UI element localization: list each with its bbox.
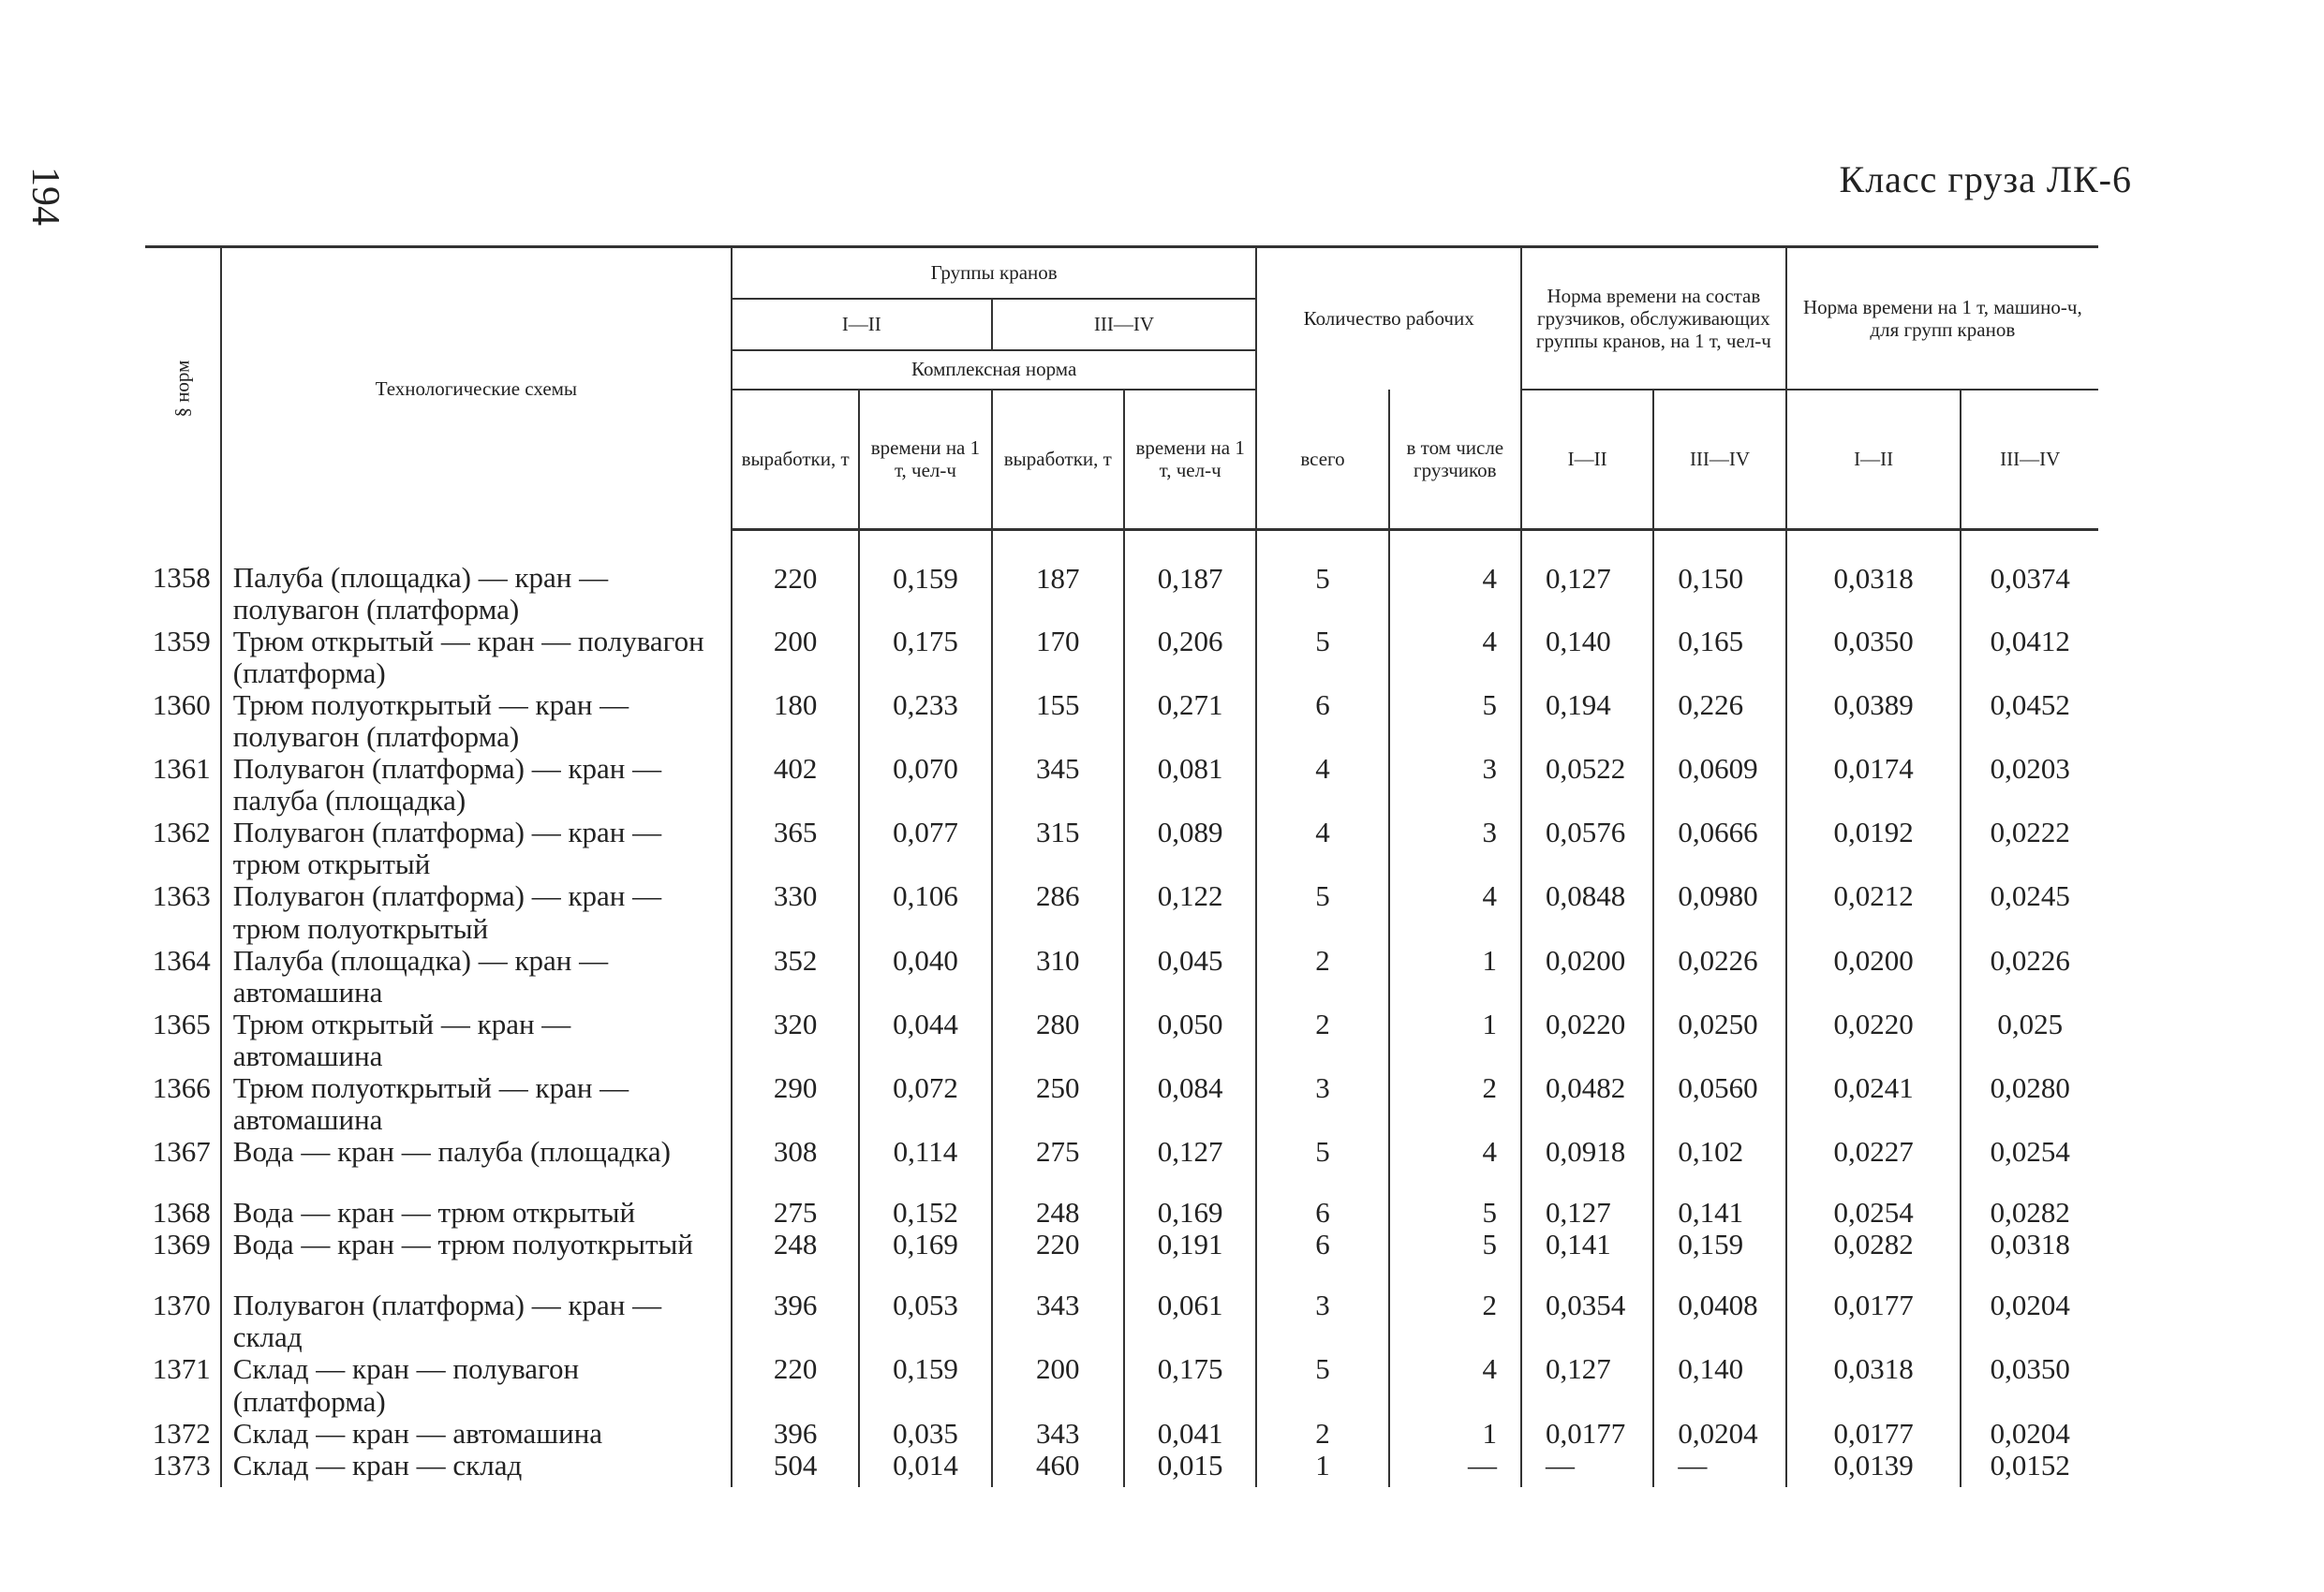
- table-row: [145, 689, 2098, 753]
- norm-number: 1373: [152, 1448, 211, 1481]
- workers-loaders: 2: [1389, 1290, 1521, 1353]
- header-group-1-2: I—II: [732, 299, 992, 350]
- workers-total: 5: [1256, 626, 1388, 689]
- workers-total: 3: [1256, 1072, 1388, 1136]
- machine-time-1-2: 0,0220: [1786, 1009, 1961, 1072]
- machine-time-1-2: 0,0241: [1786, 1072, 1961, 1136]
- header-time-1-2: времени на 1 т, чел-ч: [859, 390, 991, 530]
- table-row: [145, 1229, 2098, 1290]
- worker-time-3-4: 0,102: [1653, 1136, 1785, 1197]
- table-body: [145, 530, 2098, 1487]
- worker-time-1-2: 0,127: [1521, 1197, 1653, 1229]
- header-scheme: Технологические схемы: [221, 247, 732, 530]
- output-3-4: 345: [992, 753, 1124, 817]
- workers-total: 5: [1256, 530, 1388, 626]
- header-time-norm-machines: Норма времени на 1 т, машино-ч, для групп кранов: [1786, 247, 2098, 390]
- output-1-2: 402: [732, 753, 859, 817]
- machine-time-3-4: 0,0350: [1961, 1353, 2098, 1417]
- scheme-text: Полувагон (платформа) — кран — палуба (площадка): [221, 753, 732, 817]
- workers-total: 3: [1256, 1290, 1388, 1353]
- machine-time-3-4: 0,0222: [1961, 817, 2098, 880]
- workers-total: 2: [1256, 1009, 1388, 1072]
- worker-time-3-4: 0,0204: [1653, 1418, 1785, 1450]
- workers-total: 4: [1256, 753, 1388, 817]
- workers-loaders: 5: [1389, 1197, 1521, 1229]
- worker-time-1-2: 0,0482: [1521, 1072, 1653, 1136]
- time-3-4: 0,271: [1124, 689, 1256, 753]
- norm-number: 1367: [152, 1135, 211, 1169]
- output-3-4: 248: [992, 1197, 1124, 1229]
- norm-number: 1362: [152, 816, 211, 849]
- time-1-2: 0,070: [859, 753, 991, 817]
- workers-loaders: 4: [1389, 880, 1521, 944]
- worker-time-3-4: 0,0226: [1653, 945, 1785, 1009]
- time-1-2: 0,106: [859, 880, 991, 944]
- scheme-text: Полувагон (платформа) — кран — трюм полуоткрытый: [221, 880, 732, 944]
- header-workers-total: всего: [1256, 390, 1388, 530]
- worker-time-1-2: 0,0354: [1521, 1290, 1653, 1353]
- norm-number: 1365: [152, 1007, 211, 1040]
- worker-time-3-4: 0,226: [1653, 689, 1785, 753]
- workers-total: 5: [1256, 880, 1388, 944]
- time-1-2: 0,035: [859, 1418, 991, 1450]
- workers-loaders: 4: [1389, 1136, 1521, 1197]
- time-1-2: 0,159: [859, 530, 991, 626]
- time-1-2: 0,114: [859, 1136, 991, 1197]
- machine-time-3-4: 0,0282: [1961, 1197, 2098, 1229]
- norm-number: 1361: [152, 752, 211, 786]
- header-workers-loaders: в том числе грузчиков: [1389, 390, 1521, 530]
- worker-time-1-2: 0,0200: [1521, 945, 1653, 1009]
- workers-total: 2: [1256, 945, 1388, 1009]
- time-1-2: 0,169: [859, 1229, 991, 1290]
- worker-time-1-2: 0,140: [1521, 626, 1653, 689]
- workers-loaders: 4: [1389, 626, 1521, 689]
- output-3-4: 187: [992, 530, 1124, 626]
- table-row: [145, 1136, 2098, 1197]
- norm-number: 1369: [152, 1228, 211, 1261]
- workers-loaders: 1: [1389, 1418, 1521, 1450]
- workers-loaders: 1: [1389, 1009, 1521, 1072]
- machine-time-3-4: 0,025: [1961, 1009, 2098, 1072]
- machine-time-3-4: 0,0374: [1961, 530, 2098, 626]
- scheme-text: Трюм открытый — кран — автомашина: [221, 1009, 732, 1072]
- time-3-4: 0,081: [1124, 753, 1256, 817]
- time-3-4: 0,191: [1124, 1229, 1256, 1290]
- output-1-2: 180: [732, 689, 859, 753]
- machine-time-1-2: 0,0177: [1786, 1290, 1961, 1353]
- norm-number: 1366: [152, 1071, 211, 1104]
- scheme-text: Вода — кран — трюм открытый: [221, 1197, 732, 1229]
- table-row: [145, 1072, 2098, 1136]
- worker-time-1-2: 0,141: [1521, 1229, 1653, 1290]
- scheme-text: Палуба (площадка) — кран — полувагон (платформа): [221, 530, 732, 626]
- machine-time-3-4: 0,0412: [1961, 626, 2098, 689]
- output-3-4: 280: [992, 1009, 1124, 1072]
- scheme-text: Полувагон (платформа) — кран — склад: [221, 1290, 732, 1353]
- worker-time-1-2: 0,127: [1521, 1353, 1653, 1417]
- machine-time-3-4: 0,0226: [1961, 945, 2098, 1009]
- time-1-2: 0,152: [859, 1197, 991, 1229]
- workers-total: 5: [1256, 1353, 1388, 1417]
- scheme-text: Склад — кран — автомашина: [221, 1418, 732, 1450]
- output-3-4: 200: [992, 1353, 1124, 1417]
- scheme-text: Склад — кран — склад: [221, 1450, 732, 1487]
- time-3-4: 0,206: [1124, 626, 1256, 689]
- machine-time-1-2: 0,0350: [1786, 626, 1961, 689]
- table-row: [145, 753, 2098, 817]
- header-crane-groups: Группы кранов: [732, 247, 1256, 299]
- worker-time-3-4: 0,159: [1653, 1229, 1785, 1290]
- time-1-2: 0,072: [859, 1072, 991, 1136]
- workers-total: 6: [1256, 1229, 1388, 1290]
- time-3-4: 0,175: [1124, 1353, 1256, 1417]
- header-time-norm-workers: Норма времени на состав грузчиков, обслуживающих группы кранов, на 1 т, чел-ч: [1521, 247, 1786, 390]
- time-3-4: 0,061: [1124, 1290, 1256, 1353]
- time-1-2: 0,233: [859, 689, 991, 753]
- machine-time-1-2: 0,0139: [1786, 1450, 1961, 1487]
- scheme-text: Вода — кран — трюм полуоткрытый: [221, 1229, 732, 1290]
- worker-time-3-4: 0,165: [1653, 626, 1785, 689]
- page-number: 194: [23, 167, 67, 226]
- worker-time-1-2: 0,0177: [1521, 1418, 1653, 1450]
- norm-number: 1363: [152, 879, 211, 913]
- machine-time-1-2: 0,0192: [1786, 817, 1961, 880]
- time-3-4: 0,045: [1124, 945, 1256, 1009]
- time-3-4: 0,050: [1124, 1009, 1256, 1072]
- norm-number: 1368: [152, 1196, 211, 1230]
- output-1-2: 220: [732, 530, 859, 626]
- workers-total: 5: [1256, 1136, 1388, 1197]
- time-3-4: 0,089: [1124, 817, 1256, 880]
- worker-time-3-4: 0,0609: [1653, 753, 1785, 817]
- machine-time-3-4: 0,0152: [1961, 1450, 2098, 1487]
- norm-number: 1372: [152, 1416, 211, 1450]
- norm-number: 1359: [152, 624, 211, 657]
- output-3-4: 250: [992, 1072, 1124, 1136]
- output-3-4: 310: [992, 945, 1124, 1009]
- scheme-text: Вода — кран — палуба (площадка): [221, 1136, 732, 1197]
- output-3-4: 315: [992, 817, 1124, 880]
- norm-number: 1364: [152, 943, 211, 977]
- worker-time-3-4: 0,0250: [1653, 1009, 1785, 1072]
- output-1-2: 320: [732, 1009, 859, 1072]
- time-3-4: 0,122: [1124, 880, 1256, 944]
- output-1-2: 330: [732, 880, 859, 944]
- output-1-2: 200: [732, 626, 859, 689]
- scheme-text: Палуба (площадка) — кран — автомашина: [221, 945, 732, 1009]
- machine-time-1-2: 0,0200: [1786, 945, 1961, 1009]
- time-3-4: 0,127: [1124, 1136, 1256, 1197]
- time-3-4: 0,084: [1124, 1072, 1256, 1136]
- scheme-text: Трюм открытый — кран — полувагон (платформа): [221, 626, 732, 689]
- table-row: [145, 817, 2098, 880]
- header-output-1-2: выработки, т: [732, 390, 859, 530]
- time-1-2: 0,175: [859, 626, 991, 689]
- worker-time-3-4: 0,0560: [1653, 1072, 1785, 1136]
- workers-total: 1: [1256, 1450, 1388, 1487]
- machine-time-3-4: 0,0204: [1961, 1290, 2098, 1353]
- worker-time-3-4: —: [1653, 1450, 1785, 1487]
- header-machines-col-1-2: I—II: [1786, 390, 1961, 530]
- workers-loaders: 3: [1389, 817, 1521, 880]
- norm-number: 1371: [152, 1352, 211, 1386]
- workers-loaders: 1: [1389, 945, 1521, 1009]
- worker-time-1-2: 0,0522: [1521, 753, 1653, 817]
- scheme-text: Трюм полуоткрытый — кран — полувагон (платформа): [221, 689, 732, 753]
- time-1-2: 0,053: [859, 1290, 991, 1353]
- output-1-2: 248: [732, 1229, 859, 1290]
- table-row: [145, 1197, 2098, 1229]
- output-1-2: 308: [732, 1136, 859, 1197]
- scheme-text: Полувагон (платформа) — кран — трюм открытый: [221, 817, 732, 880]
- table-row: [145, 1290, 2098, 1353]
- time-1-2: 0,044: [859, 1009, 991, 1072]
- time-3-4: 0,015: [1124, 1450, 1256, 1487]
- norm-number: 1360: [152, 687, 211, 721]
- output-3-4: 343: [992, 1290, 1124, 1353]
- machine-time-1-2: 0,0177: [1786, 1418, 1961, 1450]
- header-workers-col-3-4: III—IV: [1653, 390, 1785, 530]
- worker-time-3-4: 0,0408: [1653, 1290, 1785, 1353]
- time-1-2: 0,077: [859, 817, 991, 880]
- worker-time-1-2: 0,194: [1521, 689, 1653, 753]
- machine-time-1-2: 0,0318: [1786, 530, 1961, 626]
- workers-total: 4: [1256, 817, 1388, 880]
- output-1-2: 290: [732, 1072, 859, 1136]
- norms-table: [145, 245, 2098, 1487]
- workers-loaders: 4: [1389, 1353, 1521, 1417]
- worker-time-3-4: 0,0980: [1653, 880, 1785, 944]
- machine-time-3-4: 0,0318: [1961, 1229, 2098, 1290]
- machine-time-1-2: 0,0174: [1786, 753, 1961, 817]
- output-3-4: 155: [992, 689, 1124, 753]
- output-1-2: 396: [732, 1290, 859, 1353]
- header-output-3-4: выработки, т: [992, 390, 1124, 530]
- machine-time-1-2: 0,0282: [1786, 1229, 1961, 1290]
- header-workers-col-1-2: I—II: [1521, 390, 1653, 530]
- workers-loaders: 4: [1389, 530, 1521, 626]
- workers-loaders: 5: [1389, 1229, 1521, 1290]
- machine-time-3-4: 0,0452: [1961, 689, 2098, 753]
- machine-time-3-4: 0,0204: [1961, 1418, 2098, 1450]
- output-3-4: 275: [992, 1136, 1124, 1197]
- output-3-4: 170: [992, 626, 1124, 689]
- worker-time-1-2: 0,127: [1521, 530, 1653, 626]
- machine-time-1-2: 0,0389: [1786, 689, 1961, 753]
- output-1-2: 352: [732, 945, 859, 1009]
- scheme-text: Склад — кран — полувагон (платформа): [221, 1353, 732, 1417]
- workers-total: 6: [1256, 1197, 1388, 1229]
- output-1-2: 365: [732, 817, 859, 880]
- worker-time-1-2: —: [1521, 1450, 1653, 1487]
- table-row: [145, 945, 2098, 1009]
- output-3-4: 343: [992, 1418, 1124, 1450]
- time-1-2: 0,040: [859, 945, 991, 1009]
- header-group-3-4: III—IV: [992, 299, 1257, 350]
- time-3-4: 0,169: [1124, 1197, 1256, 1229]
- header-machines-col-3-4: III—IV: [1961, 390, 2098, 530]
- output-1-2: 275: [732, 1197, 859, 1229]
- machine-time-1-2: 0,0318: [1786, 1353, 1961, 1417]
- worker-time-3-4: 0,0666: [1653, 817, 1785, 880]
- table-row: [145, 530, 2098, 626]
- workers-loaders: 2: [1389, 1072, 1521, 1136]
- header-norm-number: § норм: [145, 247, 221, 530]
- output-3-4: 460: [992, 1450, 1124, 1487]
- scheme-text: Трюм полуоткрытый — кран — автомашина: [221, 1072, 732, 1136]
- worker-time-1-2: 0,0576: [1521, 817, 1653, 880]
- time-1-2: 0,159: [859, 1353, 991, 1417]
- machine-time-1-2: 0,0212: [1786, 880, 1961, 944]
- norm-number: 1358: [152, 560, 211, 594]
- header-workers-count: Количество рабочих: [1256, 247, 1521, 390]
- workers-loaders: —: [1389, 1450, 1521, 1487]
- table-row: [145, 1353, 2098, 1417]
- worker-time-1-2: 0,0918: [1521, 1136, 1653, 1197]
- norm-number: 1370: [152, 1289, 211, 1322]
- time-1-2: 0,014: [859, 1450, 991, 1487]
- output-3-4: 220: [992, 1229, 1124, 1290]
- output-1-2: 220: [732, 1353, 859, 1417]
- page-title: Класс груза ЛК-6: [1839, 158, 2132, 200]
- workers-loaders: 3: [1389, 753, 1521, 817]
- worker-time-3-4: 0,140: [1653, 1353, 1785, 1417]
- machine-time-3-4: 0,0245: [1961, 880, 2098, 944]
- worker-time-3-4: 0,141: [1653, 1197, 1785, 1229]
- table-row: [145, 880, 2098, 944]
- output-3-4: 286: [992, 880, 1124, 944]
- table-row: [145, 1450, 2098, 1487]
- table-row: [145, 626, 2098, 689]
- worker-time-1-2: 0,0848: [1521, 880, 1653, 944]
- output-1-2: 504: [732, 1450, 859, 1487]
- machine-time-1-2: 0,0254: [1786, 1197, 1961, 1229]
- table-row: [145, 1418, 2098, 1450]
- time-3-4: 0,187: [1124, 530, 1256, 626]
- workers-total: 6: [1256, 689, 1388, 753]
- table-header: [145, 247, 2098, 530]
- worker-time-3-4: 0,150: [1653, 530, 1785, 626]
- header-complex-norm: Комплексная норма: [732, 350, 1256, 390]
- output-1-2: 396: [732, 1418, 859, 1450]
- workers-total: 2: [1256, 1418, 1388, 1450]
- machine-time-3-4: 0,0280: [1961, 1072, 2098, 1136]
- machine-time-3-4: 0,0203: [1961, 753, 2098, 817]
- table-row: [145, 1009, 2098, 1072]
- time-3-4: 0,041: [1124, 1418, 1256, 1450]
- worker-time-1-2: 0,0220: [1521, 1009, 1653, 1072]
- machine-time-3-4: 0,0254: [1961, 1136, 2098, 1197]
- workers-loaders: 5: [1389, 689, 1521, 753]
- header-time-3-4: времени на 1 т, чел-ч: [1124, 390, 1256, 530]
- machine-time-1-2: 0,0227: [1786, 1136, 1961, 1197]
